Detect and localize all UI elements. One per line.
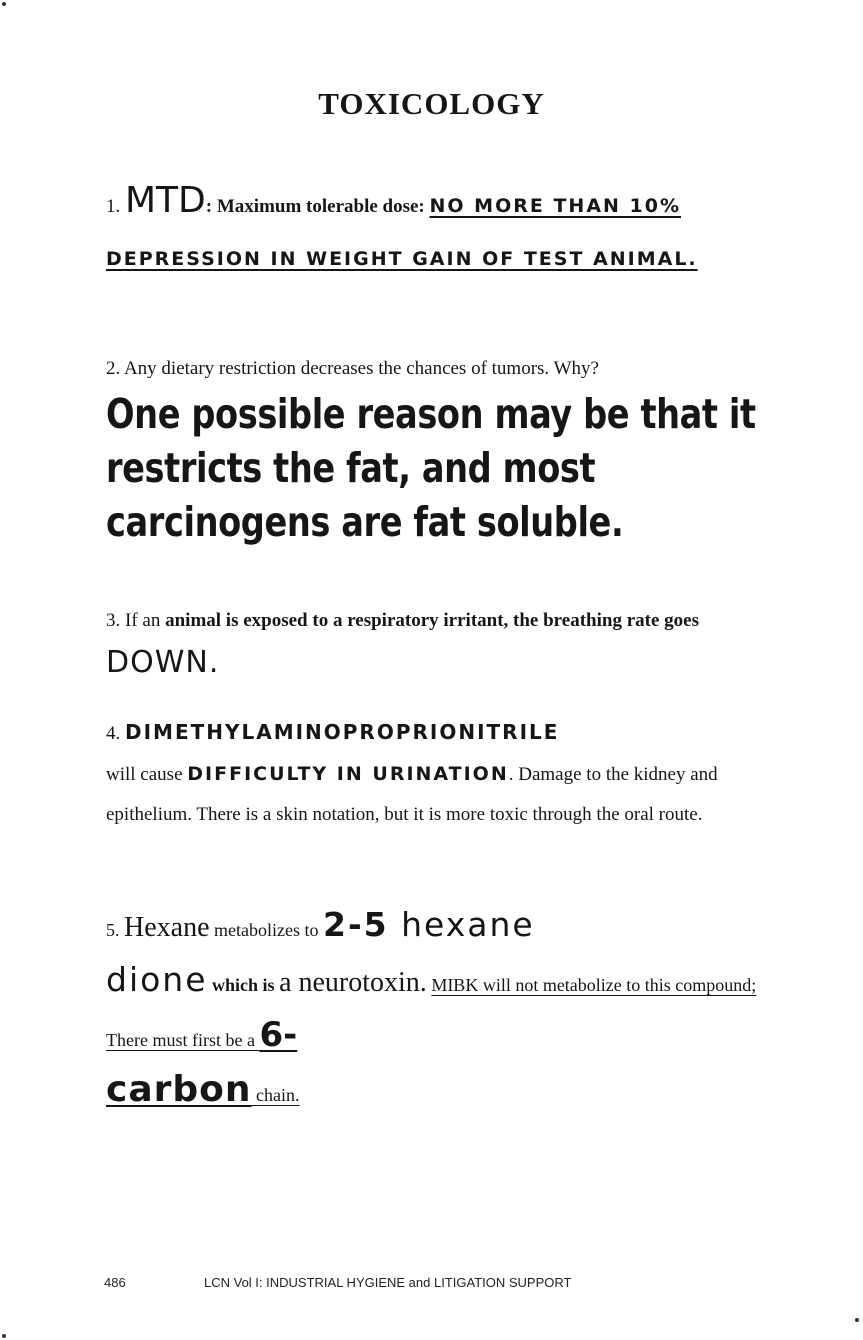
item-text-b: animal is exposed to a respiratory irritant, the breathing rate goes [165,610,699,631]
item-text-b: which is [207,975,280,995]
item-text-c: MIBK will not metabolize to this compound; There must first be a [106,975,757,1050]
item-neurotoxin: a neurotoxin. [279,967,427,998]
item-six: 6- [259,1015,298,1055]
item-text-a: metabolizes to [209,920,323,940]
item-number: 1. [106,196,121,217]
item-term: MTD [125,180,206,221]
item-number: 5. [106,920,120,940]
item-label: : Maximum tolerable dose: [205,196,430,217]
item-hexane: Hexane [124,912,210,943]
scan-speck [2,1334,6,1338]
scan-speck [2,2,6,6]
item-product-b: dione [106,960,208,999]
scan-speck [855,1318,859,1322]
item-2 [106,355,796,549]
item-chain: chain. [251,1085,300,1105]
item-text-b: . Damage to the kidney and epithelium. There is a skin notation, but it is more toxic through the oral route. [106,764,718,825]
item-question: Any dietary restriction decreases the chances of tumors. Why? [123,358,599,379]
item-product-a: hexane [388,905,535,944]
item-number: 4. [106,723,121,744]
item-1 [106,175,796,286]
page-footer [104,1275,804,1290]
item-effect: DIFFICULTY IN URINATION [187,763,509,785]
item-carbon: carbon [106,1069,252,1110]
page-title: TOXICOLOGY [318,86,545,121]
item-number: 3. [106,610,121,631]
item-3 [106,600,796,688]
page-number: 486 [104,1275,126,1290]
item-5 [106,900,796,1120]
item-chemical: DIMETHYLAMINOPROPRIONITRILE [125,720,560,744]
item-answer: One possible reason may be that it restricts the fat, and most carcinogens are fat soluble. [106,390,756,546]
item-answer: DOWN. [106,645,220,680]
item-4 [106,712,796,835]
item-answer: NO MORE THAN 10% DEPRESSION IN WEIGHT GAIN OF TEST ANIMAL. [106,195,698,270]
item-number: 2. [106,358,121,379]
footer-text: LCN Vol I: INDUSTRIAL HYGIENE and LITIGATION SUPPORT [204,1275,572,1290]
item-text-a: will cause [106,764,188,785]
item-text-a: If an [125,610,166,631]
item-product-num: 2-5 [322,905,389,944]
